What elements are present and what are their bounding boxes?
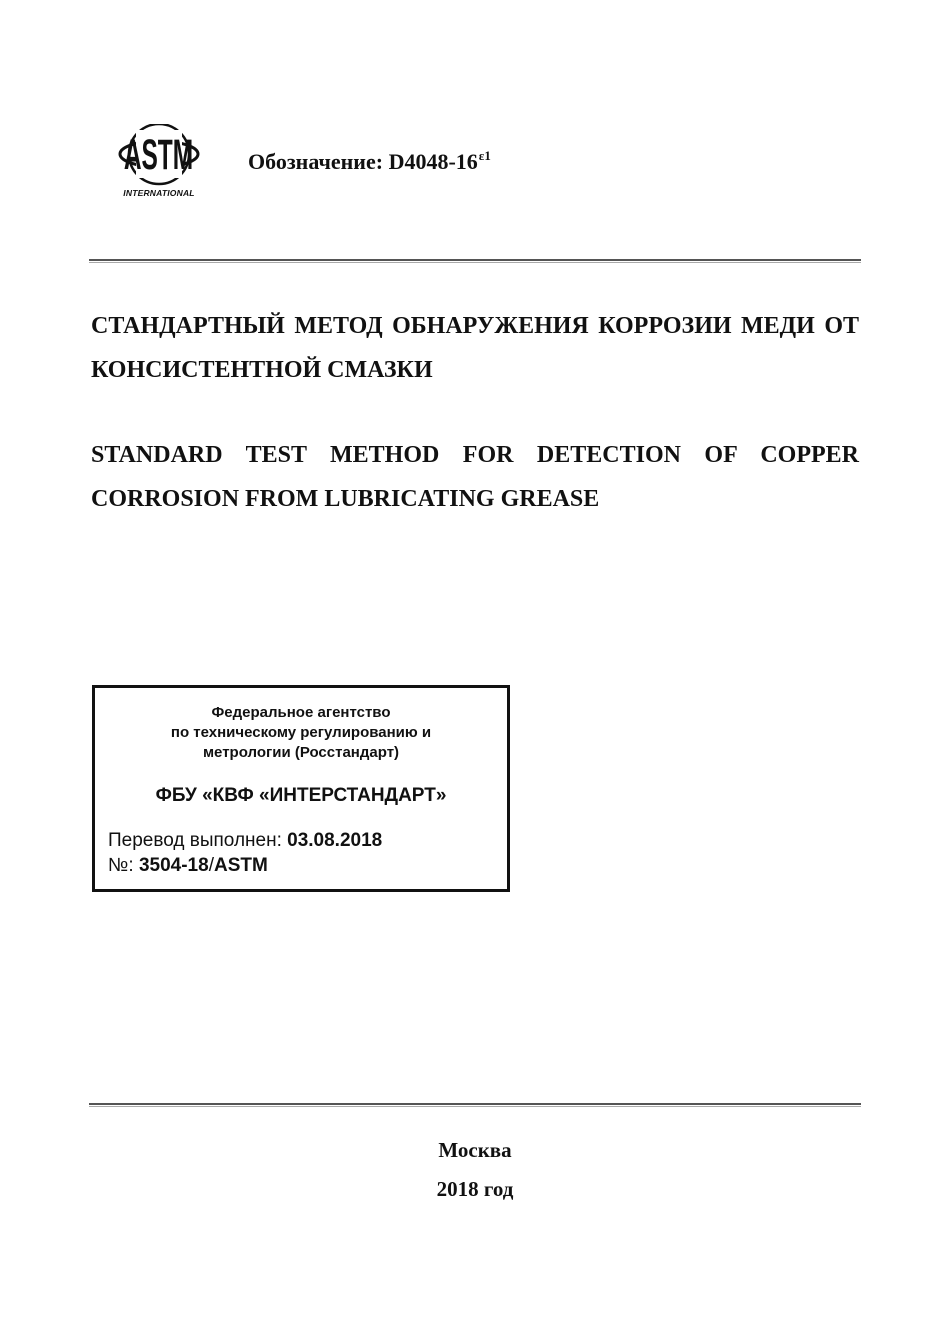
logo-subtext: INTERNATIONAL	[123, 188, 195, 198]
publication-year: 2018 год	[436, 1177, 514, 1201]
translated-label: Перевод выполнен:	[108, 830, 288, 851]
astm-logo	[116, 124, 208, 208]
top-divider	[89, 259, 861, 263]
publication-city: Москва	[438, 1138, 512, 1162]
stamp-translation-number	[108, 855, 268, 877]
designation-superscript: ε1	[478, 148, 491, 163]
svg-text:ASTM: ASTM	[123, 132, 194, 179]
english-title: STANDARD TEST METHOD FOR DETECTION OF COPPER CORROSION FROM LUBRICATING GREASE	[91, 442, 859, 512]
stamp-agency-line-2: по техническому регулированию и	[170, 724, 432, 741]
number-label: №:	[108, 855, 139, 876]
astm-logo-icon	[116, 124, 202, 190]
translation-stamp	[92, 685, 510, 892]
stamp-organization: ФБУ «КВФ «ИНТЕРСТАНДАРТ»	[155, 785, 447, 806]
russian-title: СТАНДАРТНЫЙ МЕТОД ОБНАРУЖЕНИЯ КОРРОЗИИ МЕДИ ОТ КОНСИСТЕНТНОЙ СМАЗКИ	[91, 313, 859, 383]
designation-label: Обозначение: D4048-16	[248, 149, 478, 174]
stamp-agency	[95, 703, 507, 763]
number-suffix: ASTM	[213, 855, 268, 876]
stamp-agency-line-3: метрологии (Росстандарт)	[202, 744, 400, 761]
number-value: 3504-18	[138, 855, 209, 876]
document-designation	[248, 148, 491, 175]
stamp-translation-date	[108, 830, 382, 852]
translated-date: 03.08.2018	[287, 830, 383, 851]
bottom-divider	[89, 1103, 861, 1107]
stamp-agency-line-1: Федеральное агентство	[211, 704, 391, 721]
number-separator: /	[208, 855, 214, 876]
